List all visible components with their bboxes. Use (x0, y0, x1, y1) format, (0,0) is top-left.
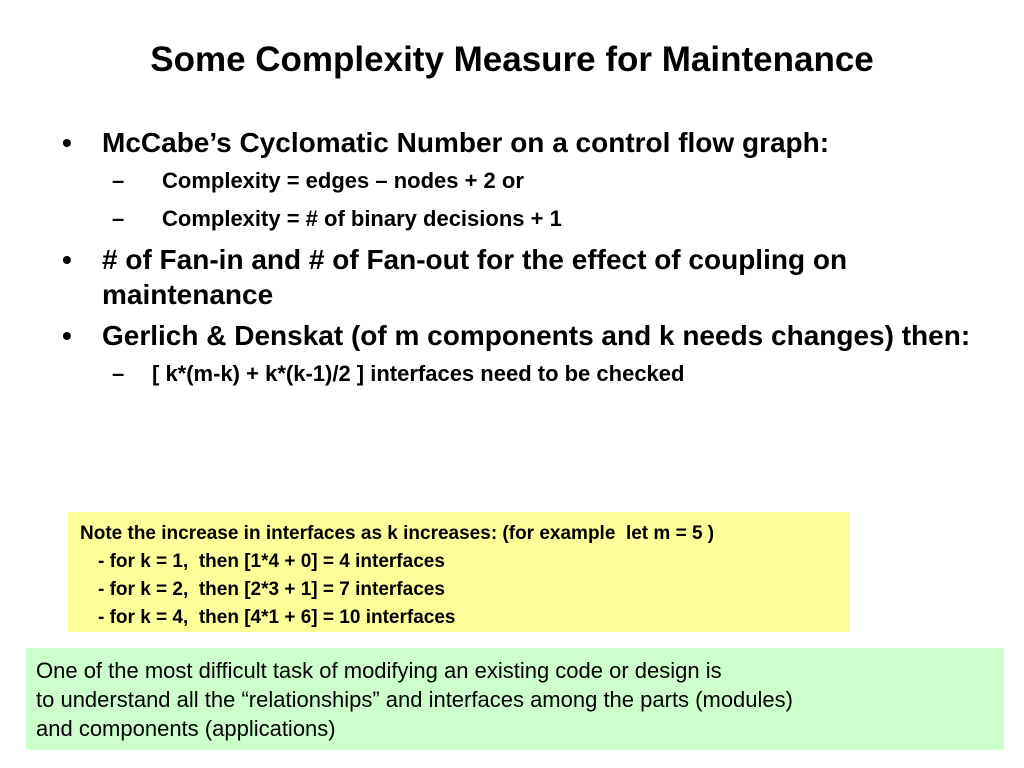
note-line: Note the increase in interfaces as k increases: (for example let m = 5 ) (80, 523, 715, 544)
sub-bullet-item (60, 359, 980, 389)
bullet-text: # of Fan-in and # of Fan-out for the effect of coupling on maintenance (102, 244, 848, 310)
slide-title: Some Complexity Measure for Maintenance (150, 40, 874, 79)
example-note-box (68, 512, 850, 632)
summary-line: and components (applications) (36, 716, 336, 741)
bullet-item (60, 242, 980, 312)
sub-bullet-mark: – (112, 206, 125, 231)
summary-line: to understand all the “relationships” and interfaces among the parts (modules) (36, 687, 793, 712)
note-line: - for k = 4, then [4*1 + 6] = 10 interfaces (98, 607, 456, 628)
bullet-item (60, 125, 980, 160)
sub-bullet-text: Complexity = # of binary decisions + 1 (162, 206, 562, 231)
bullet-mark: • (62, 127, 72, 158)
summary-box (26, 648, 1004, 750)
summary-line: One of the most difficult task of modifying an existing code or design is (36, 658, 722, 683)
sub-bullet-text: [ k*(m-k) + k*(k-1)/2 ] interfaces need to be checked (152, 361, 685, 386)
bullet-mark: • (62, 244, 72, 275)
bullet-list (60, 125, 980, 397)
note-line: - for k = 1, then [1*4 + 0] = 4 interfaces (98, 551, 445, 572)
sub-bullet-item (60, 166, 980, 196)
bullet-mark: • (62, 320, 72, 351)
bullet-text: Gerlich & Denskat (of m components and k needs changes) then: (102, 320, 971, 351)
bullet-text: McCabe’s Cyclomatic Number on a control flow graph: (102, 127, 830, 158)
note-line: - for k = 2, then [2*3 + 1] = 7 interfaces (98, 579, 445, 600)
sub-bullet-item (60, 204, 980, 234)
bullet-item (60, 318, 980, 353)
sub-bullet-text: Complexity = edges – nodes + 2 or (162, 168, 524, 193)
sub-bullet-mark: – (112, 361, 125, 386)
sub-bullet-mark: – (112, 168, 125, 193)
